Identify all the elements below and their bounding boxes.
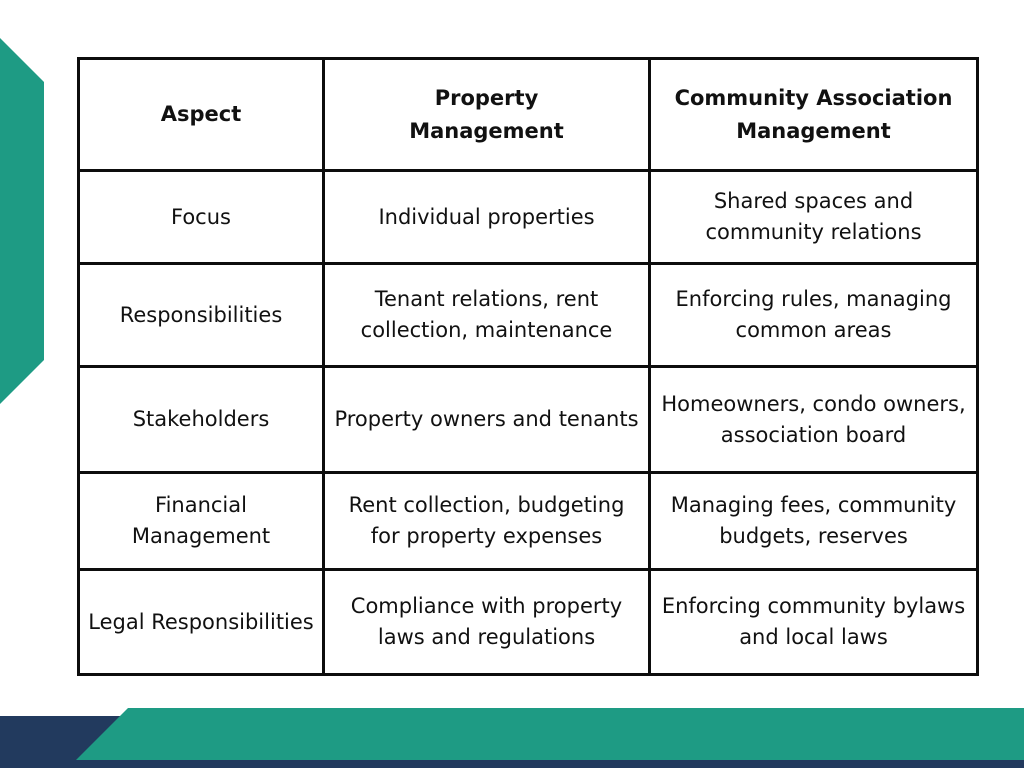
teal-chevron-shape [0, 38, 44, 404]
community-association-cell [650, 264, 978, 367]
bottom-band-decoration [0, 708, 1024, 768]
row-aspect-cell [79, 367, 324, 473]
table-row [79, 264, 978, 367]
property-management-value: Individual properties [378, 204, 595, 229]
left-teal-chevron-decoration [0, 0, 60, 768]
row-aspect-cell [79, 570, 324, 675]
row-aspect-cell [79, 264, 324, 367]
header-property-management [324, 59, 650, 171]
community-association-value: Homeowners, condo owners, association board [661, 391, 966, 447]
aspect-label: Stakeholders [132, 407, 270, 431]
comparison-table [77, 57, 979, 676]
comparison-table-container [77, 57, 976, 673]
community-association-value: Shared spaces and community relations [705, 189, 922, 244]
property-management-value: Compliance with property laws and regulations [350, 594, 623, 649]
community-association-cell [650, 473, 978, 570]
aspect-label: Legal Responsibilities [88, 609, 314, 634]
table-header-row [79, 59, 978, 171]
community-association-cell [650, 367, 978, 473]
table-row [79, 570, 978, 675]
property-management-cell [324, 171, 650, 264]
property-management-value: Rent collection, budgeting for property expenses [348, 493, 625, 548]
property-management-cell [324, 367, 650, 473]
community-association-value: Managing fees, community budgets, reserves [670, 493, 957, 548]
row-aspect-cell [79, 473, 324, 570]
table-row [79, 473, 978, 570]
property-management-value: Property owners and tenants [334, 407, 639, 431]
community-association-value: Enforcing community bylaws and local laws [661, 594, 966, 649]
community-association-cell [650, 171, 978, 264]
property-management-cell [324, 264, 650, 367]
header-aspect [79, 59, 324, 171]
property-management-value: Tenant relations, rent collection, maintenance [360, 287, 613, 342]
header-community-association-management-text: Community Association Management [674, 85, 953, 143]
aspect-label: Financial Management [131, 493, 271, 548]
table-row [79, 171, 978, 264]
table-row [79, 367, 978, 473]
header-aspect-text: Aspect [160, 102, 242, 126]
community-association-cell [650, 570, 978, 675]
property-management-cell [324, 473, 650, 570]
community-association-value: Enforcing rules, managing common areas [675, 287, 952, 342]
aspect-label: Responsibilities [119, 302, 283, 327]
aspect-label: Focus [171, 204, 231, 229]
row-aspect-cell [79, 171, 324, 264]
header-property-management-text: Property Management [409, 85, 564, 143]
navy-band [0, 716, 1024, 768]
header-community-association-management [650, 59, 978, 171]
teal-band [76, 708, 1024, 760]
property-management-cell [324, 570, 650, 675]
